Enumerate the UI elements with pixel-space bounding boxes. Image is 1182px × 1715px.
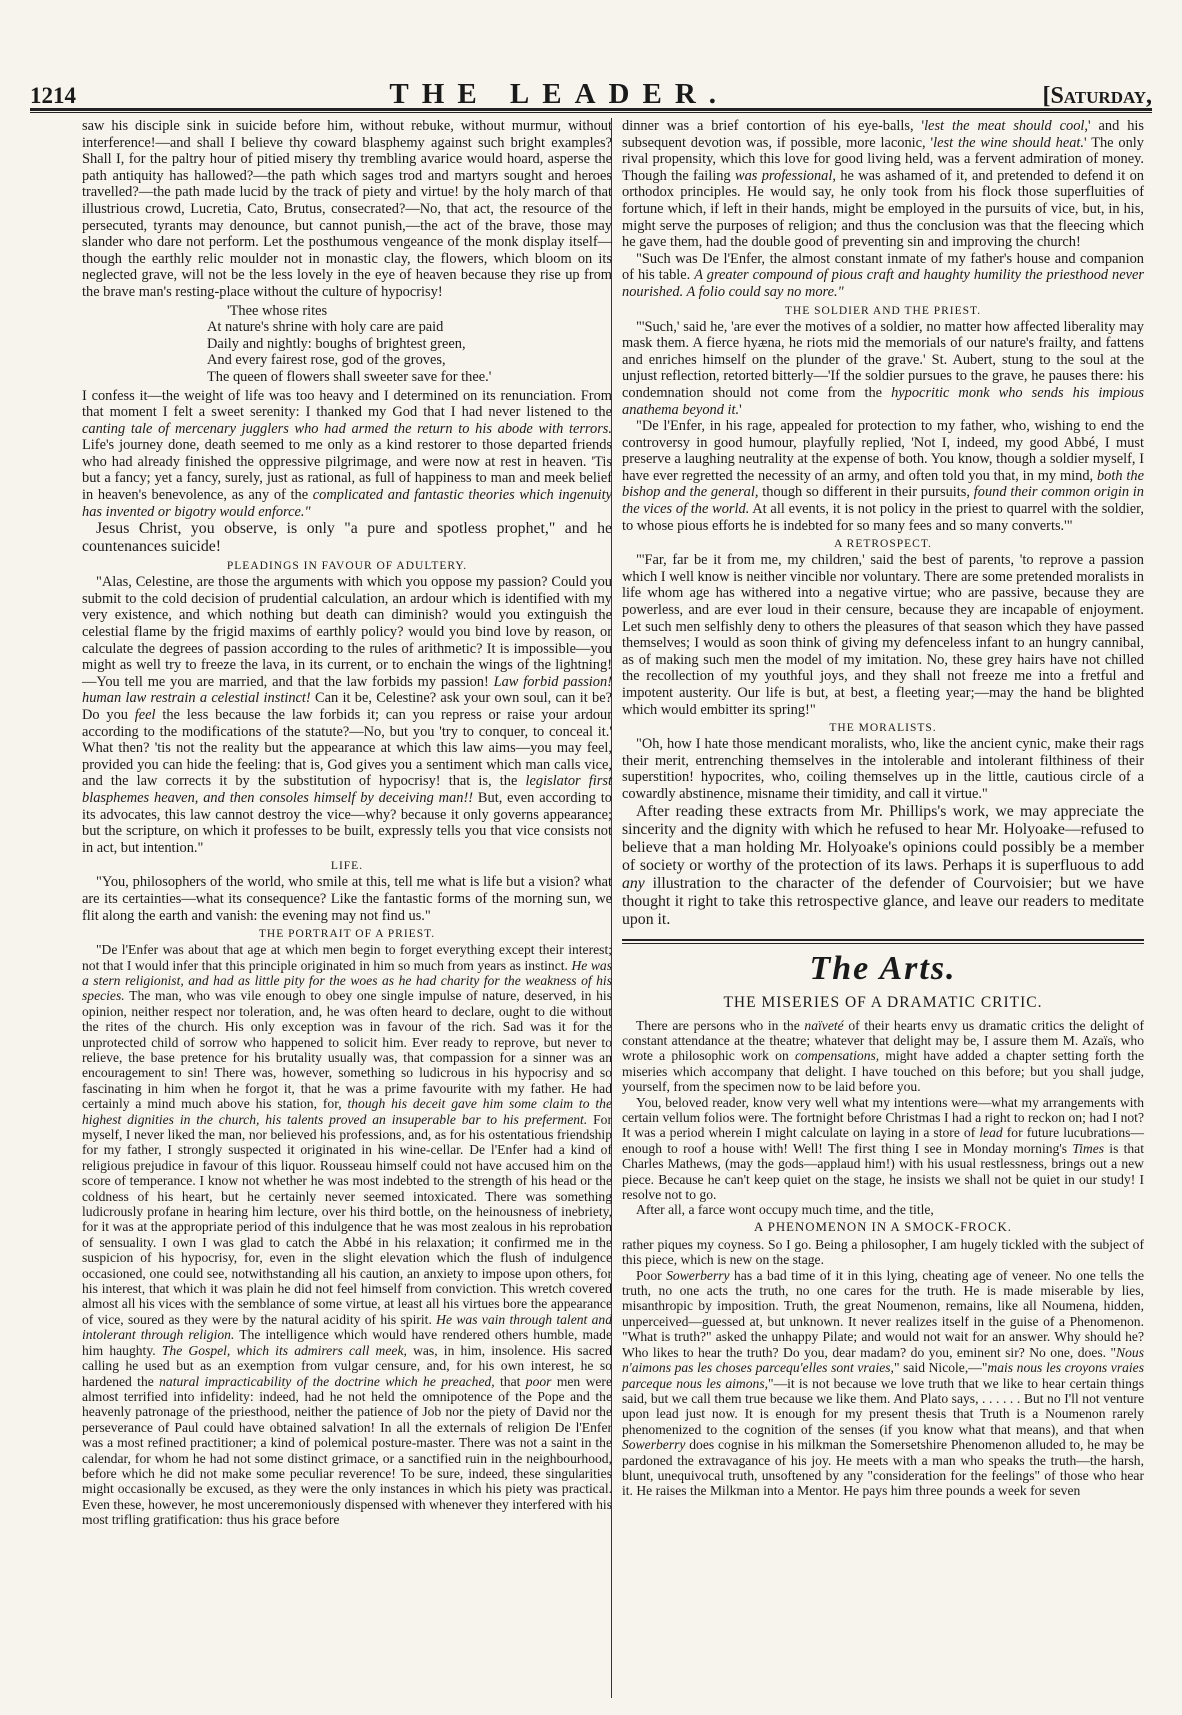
arts-article: [622, 1018, 1144, 1499]
paragraph: I confess it—the weight of life was too heavy and I determined on its renunciation. From that moment I felt a sweet serenity: I thanked my God that I had never listened to the canting tale of mercenary jugglers who had armed the return to his abode with terrors. Life's journey done, death seemed to me only as a kind restorer to those departed friends who had already finished the oppressive pilgrimage, and were now at rest in heaven. 'Tis but a fancy; yet a fancy, surely, just as rational, as full of happiness to man and meek belief in heaven's benevolence, as any of the complicated and fantastic theories which ingenuity has invented or bigotry would enforce.": [82, 387, 612, 520]
article-title: THE MISERIES OF A DRAMATIC CRITIC.: [723, 993, 1043, 1011]
section-rule-thin: [622, 943, 1144, 944]
left-column: [82, 118, 612, 1528]
section-heading: A RETROSPECT.: [834, 538, 932, 551]
paragraph: "De l'Enfer was about that age at which men begin to forget everything except their interest; not that I would infer that this principle originated in him so much from years as instinct. He was a stern religionist, and had as little pity for the woes as he had charity for the weakness of his species. The man, who was vile enough to obey one single impulse of nature, deserved, in his opinion, neither respect nor toleration, and, he was often heard to declare, ought to die without the rites of the church. His only exception was in favour of the rich. Sad was it for the unprotected child of sorrow who happened to solicit him. Ever ready to reprove, but never to relieve, the base pretence for his brutality usually was, that compassion for a sinner was an encouragement to sin! There was, however, something so ludicrous in his hypocrisy and so fascinating in him when he forgot it, that he was a prime favourite with my father. He had certainly a mind much above his station, for, though his deceit gave him some claim to the highest dignities in the church, his talents proved an insuperable bar to his preferment. For myself, I never liked the man, nor believed his professions, and, as for his ostentatious friendship for my father, I strongly suspected it originated in his wine-cellar. De l'Enfer had a kind of religious prejudice in favour of this liquor. Rousseau himself could not have accused him on the score of temperance. I know not whether he was most indebted to the strength of his head or the coldness of his heart, but he certainly never seemed intoxicated. There was something ludicrously profane in hearing him lecture, over his third bottle, on the heinousness of inebriety, for it was at the appropriate period of this indulgence that he was most zealous in his reprobation of sensuality. I own I was glad to catch the Abbé in his relaxation; it confirmed me in the suspicion of his hypocrisy, for, even in the slight elevation which the flush of indulgence occasioned, one could see, notwithstanding all his caution, an anxiety to impose upon others, for his interest, that which it was plain he did not feel himself from conviction. This wretch covered almost all his vices with the semblance of some virtue, at least all his virtues bore the appearance of vice, soured as they were by the natural acidity of his spirit. He was vain through talent and intolerant through religion. The intelligence which would have rendered others humble, made him haughty. The Gospel, which its admirers call meek, was, in him, insolence. His sacred calling he used but as an exemption from vulgar censure, and, for his own interest, he so hardened the natural impracticability of the doctrine which he preached, that poor men were almost terrified into infidelity: indeed, had he not held the omnipotence of the Pope and the heavenly patronage of the priesthood, neither the patience of Job nor the piety of David nor the perseverance of Paul could have obtained salvation! In all the externals of religion De l'Enfer was a most refined practitioner; a kind of polemical posture-master. There was not a saint in the calendar, for whom he had not some distinct grimace, or a sanctified ruin in the neighbourhood, before which he did not make some peculiar reverence! To be sure, indeed, these singularities might occasionally be excused, as they were the only instances in which his piety was practical. Even these, however, he most unceremoniously dispensed with whenever they interfered with his most trifling gratification: thus his grace before: [82, 942, 613, 1528]
page-number: 1214: [30, 83, 76, 108]
poem-line: Daily and nightly: boughs of brightest green,: [207, 335, 466, 352]
poem-line: The queen of flowers shall sweeter save for thee.': [207, 368, 492, 385]
paragraph: "You, philosophers of the world, who smile at this, tell me what is life but a vision? what are its certainties—what its consequence? Like the fantastic forms of the morning sun, we flit along the earth and vanish: the evening may not find us.": [82, 874, 612, 924]
paragraph: There are persons who in the naïveté of their hearts envy us dramatic critics the delight of constant attendance at the theatre; whatever that delight may be, I assure them M. Azaïs, who wrote a philosophic work on compensations, might have added a chapter setting forth the miseries which accompany that delight. I have touched on this before; but you shall judge, yourself, from the specimen now to be laid before you.: [622, 1017, 1144, 1095]
poem-quote: [207, 303, 612, 386]
paragraph: saw his disciple sink in suicide before him, without rebuke, without murmur, without interference!—and shall I believe thy coward blasphemy against such bright examples? Shall I, for the paltry hour of pitied misery thy trembling avarice would hoard, asperse the path antiquity has hallowed?—the path which sages trod and martyrs sought and heroes travelled?—the path made lucid by the track of piety and virtue! by the holy march of that illustrious crowd, Lucretia, Cato, Brutus, consecrated?—No, that act, the resource of the persecuted, tyrants may denounce, but cannot punish,—the act of the brave, those may slander who dare not perform. Let the posthumous vengeance of the monk display itself—though the earthly relic moulder not in monastic clay, the flowers, which bloom on its neglected grave, will not be the less lovely in the eye of heaven because they rise up from the brave man's resting-place without the culture of hypocrisy!: [82, 118, 612, 300]
paragraph: "De l'Enfer, in his rage, appealed for protection to my father, who, wishing to end the controversy in good humour, playfully replied, 'Not I, indeed, my good Abbé, I must preserve a laughing neutrality at the expense of both. You know, though a soldier myself, I have ever regretted the necessity of an army, and often told you that, in my mind, both the bishop and the general, though so different in their pursuits, found their common origin in the vices of the world. At all events, it is not policy in the priest to quarrel with the soldier, to whose pious efforts he is indebted for so many fees and so many converts.'": [622, 418, 1144, 534]
issue-day: [Saturday,: [1042, 83, 1152, 109]
paragraph: Poor Sowerberry has a bad time of it in this lying, cheating age of veneer. No one tells the truth, no one acts the truth, no one cares for the truth. He is made miserable by lies, misanthropic by imposition. Truth, the great Noumenon, remains, like all Noumena, hidden, unperceived—guessed at, but unknown. It never realizes itself in the guise of a Phenomenon. "What is truth?" asked the unhappy Pilate; and would not wait for an answer. Why should he? Who likes to hear the truth? Do you, dear madam? do you, eminent sir? No one, does. "Nous n'aimons pas les choses parcequ'elles sont vraies," said Nicole,—"mais nous les croyons vraies parceque nous les aimons,"—it is not because we love truth that we like to hear certain things said, but we call them true because we like them. And Plato says, . . . . . . But no I'll not venture upon lead just now. It is enough for my present thesis that Truth is a Noumenon rarely phenomenized to the cognition of the senses (if you know what that means), and that when Sowerberry does cognise in his milkman the Somersetshire Phenomenon alluded to, he may be pardoned the extravagance of his joy. He meets with a man who speaks the truth—the harsh, blunt, unequivocal truth, unsoftened by any "consideration for the feelings" of those who hear it. He raises the Milkman into a Mentor. He pays him three pounds a week for seven: [622, 1267, 1145, 1499]
header-rule-thin: [30, 112, 1152, 113]
paragraph: "Oh, how I hate those mendicant moralists, who, like the ancient cynic, make their rags their merit, entrenching themselves in the intolerable and intolerant filthiness of their superstition! hypocrites, who, coiling themselves up in the little, cautious circle of a cowardly abstinence, misname their timidity, and call it virtue.": [622, 736, 1144, 802]
paragraph: "'Such,' said he, 'are ever the motives of a soldier, no matter how affected liberality may mask them. A fierce hyæna, he riots mid the memorials of our nature's frailty, and fattens and enriches himself on the plunder of the grave.' St. Aubert, stung to the soul at the unjust reflection, retorted bitterly—'If the soldier pursues to the grave, he pauses there: his condemnation should not come from the hypocritic monk who sends his impious anathema beyond it.': [622, 318, 1144, 418]
masthead: [30, 78, 1152, 108]
section-heading: THE SOLDIER AND THE PRIEST.: [784, 304, 982, 317]
paragraph: rather piques my coyness. So I go. Being a philosopher, I am hugely tickled with the subject of this piece, which is new on the stage.: [622, 1236, 1144, 1268]
poem-line: 'Thee whose rites: [227, 302, 328, 319]
section-heading: THE MORALISTS.: [829, 722, 937, 735]
section-heading: THE PORTRAIT OF A PRIEST.: [258, 928, 436, 941]
paragraph: "'Far, far be it from me, my children,' said the best of parents, 'to reprove a passion which I well know is neither vincible nor voluntary. There are some pretended moralists in life whom age has withered into a negative virtue; who are passive, because they are powerless, and are ever loud in their censure, because they are incapable of enjoyment. Let such men selfishly deny to others the pleasures of that season which they have passed themselves; I would as soon think of giving my defenceless infant to an hungry cannibal, as of making such men the model of my imitation. No, these grey hairs have not chilled the recollection of my youthful joys, and they shall not freeze me into a fretful and impotent austerity. Our life is but, at best, a fleeting year;—may the hand be blighted which would embitter its spring!": [622, 552, 1144, 718]
newspaper-title: THE LEADER.: [389, 78, 730, 110]
section-rule: [622, 939, 1144, 941]
paragraph: dinner was a brief contortion of his eye-balls, 'lest the meat should cool,' and his subsequent devotion was, if possible, more laconic, 'lest the wine should heat.' The only rival propensity, which this love for good living held, was a fervent admiration of money. Though the failing was professional, he was ashamed of it, and pretended to defend it on orthodox principles. He would say, he only took from his flock those superfluities of fortune which, if left in their hands, might be employed in the pursuits of vice, but, in his, might serve the purposes of religion; and thus the conclusion was that the fleecing which he gave them, had the double good of preventing sin and improving the church!: [622, 118, 1145, 251]
right-column: [622, 118, 1144, 1499]
paragraph: You, beloved reader, know very well what my intentions were—what my arrangements with certain vellum folios were. The fortnight before Christmas I had a right to reckon on; had I not? It was a period wherein I might calculate on laying in a store of lead for future lucubrations—enough to roof a house with! Well! The first thing I see in Monday morning's Times is that Charles Mathews, (may the gods—applaud him!) with his usual restlessness, brings out a new piece. Because he can't keep quiet on the stage, he insists we shall not be quiet in our study! I resolve not to go.: [622, 1094, 1145, 1203]
paragraph: "Such was De l'Enfer, the almost constant inmate of my father's house and companion of his table. A greater compound of pious craft and haughty humility the priesthood never nourished. A folio could say no more.": [622, 250, 1145, 300]
paragraph: After reading these extracts from Mr. Phillips's work, we may appreciate the sincerity and the dignity with which he refused to hear Mr. Holyoake—refused to believe that a man holding Mr. Holyoake's opinions could possibly be a member of society or worthy of the protection of its laws. Perhaps it is superfluous to add any illustration to the character of the defender of Courvoisier; but we have thought it right to take this retrospective glance, and leave our readers to meditate upon it.: [622, 802, 1144, 928]
paragraph: After all, a farce wont occupy much time, and the title,: [636, 1202, 934, 1218]
paragraph: "Alas, Celestine, are those the arguments with which you oppose my passion? Could you submit to the cold decision of prudential calculation, an ardour which is identified with my very existence, and which nothing but death can diminish? would you extinguish the celestial flame by the frigid maxims of earthly policy? would you bind love by reason, or calculate the degrees of passion according to the rules of arithmetic? It is impossible—you might as well try to freeze the lava, in its current, or to enchain the wings of the lightning!—You tell me you are married, and that the law forbids my passion! Law forbid passion! human law restrain a celestial instinct! Can it be, Celestine? ask your own soul, can it be? Do you feel the less because the law forbids it; can you repress or raise your ardour according to the modifications of the statute?—No, but you 'try to conquer, to conceal it.' What then? 'tis not the reality but the appearance at which this law aims—you may feel, provided you can hide the feeling: that is, God gives you a sentiment which man calls vice, and the law corrects it by the substitution of hypocrisy! that is, the legislator first blasphemes heaven, and then consoles himself by deceiving man!! But, even according to its advocates, this law cannot destroy the vice—why? because it only governs appearance; but the scripture, on which it professes to be built, expressly tells you that vice consists not in act, but intention.": [82, 574, 612, 856]
small-print-block: [82, 942, 612, 1527]
paragraph: Jesus Christ, you observe, is only "a pure and spotless prophet," and he countenances suicide!: [82, 520, 612, 556]
poem-line: And every fairest rose, god of the groves,: [207, 352, 446, 369]
poem-line: At nature's shrine with holy care are paid: [207, 319, 444, 336]
section-heading: LIFE.: [330, 860, 364, 873]
play-title: A PHENOMENON IN A SMOCK-FROCK.: [754, 1219, 1012, 1234]
arts-section-heading: The Arts.: [809, 949, 957, 987]
section-heading: PLEADINGS IN FAVOUR OF ADULTERY.: [226, 560, 468, 573]
header-rule: [30, 108, 1152, 111]
